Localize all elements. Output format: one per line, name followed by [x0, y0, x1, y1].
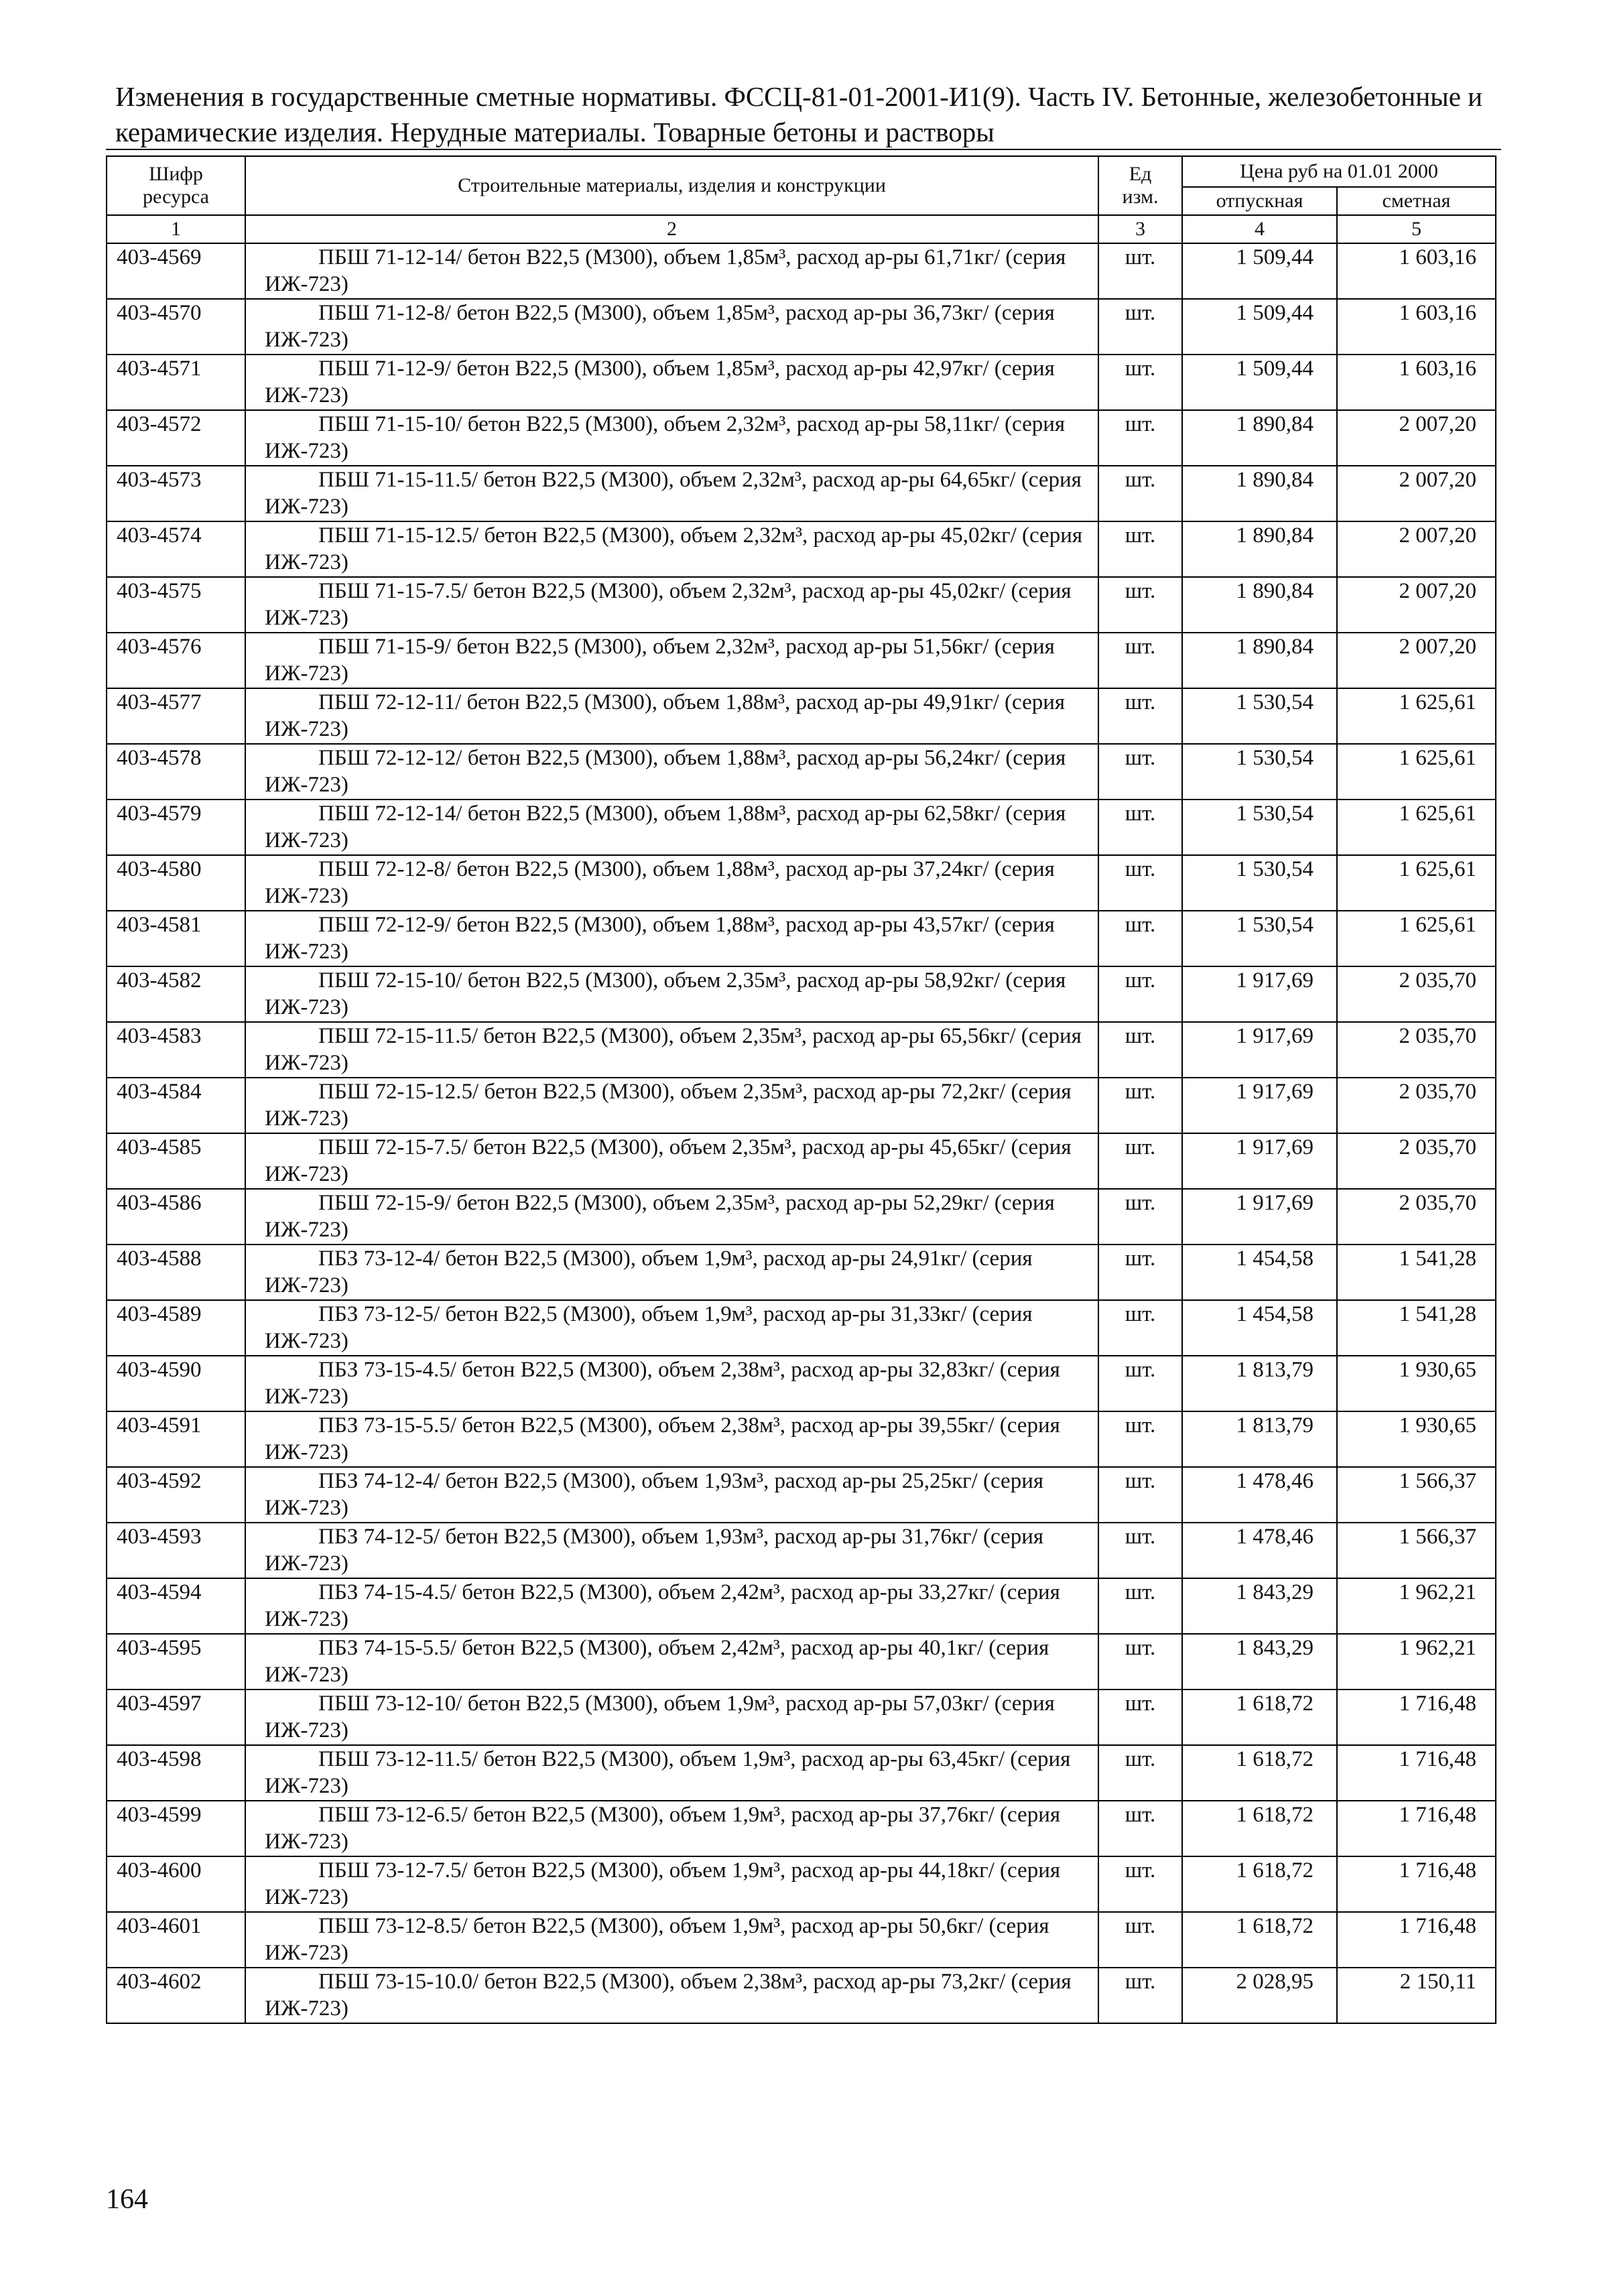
- table-row: [107, 1411, 1496, 1467]
- resource-code-cell: 403-4570: [107, 299, 245, 355]
- column-header-unit: [1098, 156, 1182, 215]
- unit-cell: шт.: [1098, 1801, 1182, 1856]
- unit-cell: шт.: [1098, 1856, 1182, 1912]
- table-row: [107, 1912, 1496, 1968]
- estimate-price-cell: 2 007,20: [1337, 577, 1496, 633]
- release-price-cell: 1 917,69: [1182, 966, 1337, 1022]
- unit-cell: шт.: [1098, 1411, 1182, 1467]
- column-index: 4: [1182, 215, 1337, 243]
- material-description-cell: ПБШ 71-15-9/ бетон В22,5 (М300), объем 2,32м³, расход ар-ры 51,56кг/ (серия ИЖ-723): [245, 633, 1098, 688]
- table-row: [107, 1300, 1496, 1356]
- resource-code-cell: 403-4574: [107, 521, 245, 577]
- unit-cell: шт.: [1098, 1245, 1182, 1300]
- table-row: [107, 1523, 1496, 1578]
- release-price-cell: 1 917,69: [1182, 1189, 1337, 1245]
- material-description-cell: ПБЗ 74-15-4.5/ бетон В22,5 (М300), объем 2,42м³, расход ар-ры 33,27кг/ (серия ИЖ-723): [245, 1578, 1098, 1634]
- estimate-price-cell: 1 625,61: [1337, 800, 1496, 855]
- estimate-price-cell: 2 150,11: [1337, 1968, 1496, 2023]
- table-row: [107, 688, 1496, 744]
- material-description-cell: ПБШ 72-12-9/ бетон В22,5 (М300), объем 1,88м³, расход ар-ры 43,57кг/ (серия ИЖ-723): [245, 911, 1098, 966]
- material-description-cell: ПБШ 71-15-11.5/ бетон В22,5 (М300), объем 2,32м³, расход ар-ры 64,65кг/ (серия ИЖ-723): [245, 466, 1098, 521]
- table-row: [107, 1022, 1496, 1078]
- unit-cell: шт.: [1098, 1634, 1182, 1689]
- material-description-cell: ПБШ 72-12-12/ бетон В22,5 (М300), объем 1,88м³, расход ар-ры 56,24кг/ (серия ИЖ-723): [245, 744, 1098, 800]
- estimate-price-cell: 1 566,37: [1337, 1467, 1496, 1523]
- table-row: [107, 911, 1496, 966]
- estimate-price-cell: 2 007,20: [1337, 633, 1496, 688]
- unit-cell: шт.: [1098, 1356, 1182, 1411]
- unit-cell: шт.: [1098, 1467, 1182, 1523]
- release-price-cell: 1 618,72: [1182, 1801, 1337, 1856]
- unit-cell: шт.: [1098, 355, 1182, 410]
- table-row: [107, 1245, 1496, 1300]
- unit-cell: шт.: [1098, 466, 1182, 521]
- material-description-cell: ПБЗ 74-15-5.5/ бетон В22,5 (М300), объем 2,42м³, расход ар-ры 40,1кг/ (серия ИЖ-723): [245, 1634, 1098, 1689]
- table-row: [107, 633, 1496, 688]
- column-header-release-price: отпускная: [1182, 187, 1337, 215]
- table-row: [107, 1578, 1496, 1634]
- material-description-cell: ПБШ 71-12-8/ бетон В22,5 (М300), объем 1,85м³, расход ар-ры 36,73кг/ (серия ИЖ-723): [245, 299, 1098, 355]
- release-price-cell: 1 890,84: [1182, 577, 1337, 633]
- unit-cell: шт.: [1098, 855, 1182, 911]
- release-price-cell: 1 890,84: [1182, 521, 1337, 577]
- release-price-cell: 1 530,54: [1182, 855, 1337, 911]
- table-row: [107, 577, 1496, 633]
- table-row: [107, 1968, 1496, 2023]
- release-price-cell: 1 509,44: [1182, 243, 1337, 299]
- release-price-cell: 1 509,44: [1182, 299, 1337, 355]
- unit-cell: шт.: [1098, 1189, 1182, 1245]
- material-description-cell: ПБШ 72-15-7.5/ бетон В22,5 (М300), объем 2,35м³, расход ар-ры 45,65кг/ (серия ИЖ-723): [245, 1133, 1098, 1189]
- resource-code-cell: 403-4580: [107, 855, 245, 911]
- column-index: 5: [1337, 215, 1496, 243]
- release-price-cell: 1 843,29: [1182, 1578, 1337, 1634]
- estimate-price-cell: 1 603,16: [1337, 355, 1496, 410]
- unit-cell: шт.: [1098, 1078, 1182, 1133]
- column-index: 3: [1098, 215, 1182, 243]
- resource-code-cell: 403-4589: [107, 1300, 245, 1356]
- column-index: 1: [107, 215, 245, 243]
- resource-code-cell: 403-4569: [107, 243, 245, 299]
- table-row: [107, 1356, 1496, 1411]
- resource-code-cell: 403-4593: [107, 1523, 245, 1578]
- unit-cell: шт.: [1098, 1022, 1182, 1078]
- table-row: [107, 855, 1496, 911]
- estimate-price-cell: 1 603,16: [1337, 243, 1496, 299]
- resource-code-cell: 403-4583: [107, 1022, 245, 1078]
- release-price-cell: 1 509,44: [1182, 355, 1337, 410]
- resource-code-cell: 403-4585: [107, 1133, 245, 1189]
- material-description-cell: ПБЗ 73-15-4.5/ бетон В22,5 (М300), объем 2,38м³, расход ар-ры 32,83кг/ (серия ИЖ-723): [245, 1356, 1098, 1411]
- estimate-price-cell: 2 007,20: [1337, 521, 1496, 577]
- column-header-price: Цена руб на 01.01 2000: [1182, 156, 1496, 187]
- release-price-cell: 1 917,69: [1182, 1022, 1337, 1078]
- table-row: [107, 1745, 1496, 1801]
- material-description-cell: ПБШ 73-15-10.0/ бетон В22,5 (М300), объем 2,38м³, расход ар-ры 73,2кг/ (серия ИЖ-723): [245, 1968, 1098, 2023]
- unit-cell: шт.: [1098, 1133, 1182, 1189]
- estimate-price-cell: 1 962,21: [1337, 1578, 1496, 1634]
- release-price-cell: 1 890,84: [1182, 466, 1337, 521]
- resource-code-cell: 403-4571: [107, 355, 245, 410]
- material-description-cell: ПБШ 73-12-11.5/ бетон В22,5 (М300), объем 1,9м³, расход ар-ры 63,45кг/ (серия ИЖ-723): [245, 1745, 1098, 1801]
- estimate-price-cell: 2 007,20: [1337, 466, 1496, 521]
- table-row: [107, 744, 1496, 800]
- resource-code-cell: 403-4575: [107, 577, 245, 633]
- material-description-cell: ПБШ 71-12-14/ бетон В22,5 (М300), объем 1,85м³, расход ар-ры 61,71кг/ (серия ИЖ-723): [245, 243, 1098, 299]
- release-price-cell: 1 618,72: [1182, 1689, 1337, 1745]
- material-description-cell: ПБШ 73-12-6.5/ бетон В22,5 (М300), объем 1,9м³, расход ар-ры 37,76кг/ (серия ИЖ-723): [245, 1801, 1098, 1856]
- header-line-1: Изменения в государственные сметные нормативы. ФССЦ-81-01-2001-И1(9). Часть IV. Бетонные, железобетонные и: [115, 81, 1483, 112]
- material-description-cell: ПБШ 71-15-12.5/ бетон В22,5 (М300), объем 2,32м³, расход ар-ры 45,02кг/ (серия ИЖ-723): [245, 521, 1098, 577]
- estimate-price-cell: 1 930,65: [1337, 1411, 1496, 1467]
- column-header-unit-line2: изм.: [1122, 186, 1159, 208]
- resource-code-cell: 403-4588: [107, 1245, 245, 1300]
- material-description-cell: ПБЗ 73-12-5/ бетон В22,5 (М300), объем 1,9м³, расход ар-ры 31,33кг/ (серия ИЖ-723): [245, 1300, 1098, 1356]
- price-table: [106, 155, 1496, 2024]
- material-description-cell: ПБШ 73-12-8.5/ бетон В22,5 (М300), объем 1,9м³, расход ар-ры 50,6кг/ (серия ИЖ-723): [245, 1912, 1098, 1968]
- table-row: [107, 1634, 1496, 1689]
- estimate-price-cell: 2 035,70: [1337, 1189, 1496, 1245]
- unit-cell: шт.: [1098, 800, 1182, 855]
- unit-cell: шт.: [1098, 744, 1182, 800]
- column-header-unit-line1: Ед: [1129, 163, 1152, 185]
- release-price-cell: 1 917,69: [1182, 1133, 1337, 1189]
- resource-code-cell: 403-4576: [107, 633, 245, 688]
- release-price-cell: 1 618,72: [1182, 1745, 1337, 1801]
- unit-cell: шт.: [1098, 243, 1182, 299]
- header-rule: [106, 149, 1501, 150]
- estimate-price-cell: 1 716,48: [1337, 1689, 1496, 1745]
- material-description-cell: ПБЗ 74-12-4/ бетон В22,5 (М300), объем 1,93м³, расход ар-ры 25,25кг/ (серия ИЖ-723): [245, 1467, 1098, 1523]
- estimate-price-cell: 1 625,61: [1337, 688, 1496, 744]
- resource-code-cell: 403-4578: [107, 744, 245, 800]
- resource-code-cell: 403-4581: [107, 911, 245, 966]
- column-header-materials: Строительные материалы, изделия и конструкции: [245, 156, 1098, 215]
- unit-cell: шт.: [1098, 688, 1182, 744]
- table-row: [107, 966, 1496, 1022]
- material-description-cell: ПБШ 72-15-10/ бетон В22,5 (М300), объем 2,35м³, расход ар-ры 58,92кг/ (серия ИЖ-723): [245, 966, 1098, 1022]
- resource-code-cell: 403-4577: [107, 688, 245, 744]
- table-row: [107, 1133, 1496, 1189]
- estimate-price-cell: 1 603,16: [1337, 299, 1496, 355]
- resource-code-cell: 403-4598: [107, 1745, 245, 1801]
- resource-code-cell: 403-4600: [107, 1856, 245, 1912]
- column-header-code-line1: Шифр: [149, 163, 203, 185]
- estimate-price-cell: 1 541,28: [1337, 1300, 1496, 1356]
- estimate-price-cell: 1 716,48: [1337, 1856, 1496, 1912]
- release-price-cell: 1 530,54: [1182, 911, 1337, 966]
- unit-cell: шт.: [1098, 1523, 1182, 1578]
- resource-code-cell: 403-4602: [107, 1968, 245, 2023]
- estimate-price-cell: 1 716,48: [1337, 1745, 1496, 1801]
- estimate-price-cell: 1 625,61: [1337, 911, 1496, 966]
- unit-cell: шт.: [1098, 577, 1182, 633]
- document-header: [115, 79, 1489, 150]
- estimate-price-cell: 1 541,28: [1337, 1245, 1496, 1300]
- release-price-cell: 1 813,79: [1182, 1411, 1337, 1467]
- header-line-2: керамические изделия. Нерудные материалы. Товарные бетоны и растворы: [115, 117, 995, 147]
- release-price-cell: 1 530,54: [1182, 800, 1337, 855]
- resource-code-cell: 403-4595: [107, 1634, 245, 1689]
- estimate-price-cell: 2 035,70: [1337, 1078, 1496, 1133]
- resource-code-cell: 403-4579: [107, 800, 245, 855]
- material-description-cell: ПБШ 72-15-12.5/ бетон В22,5 (М300), объем 2,35м³, расход ар-ры 72,2кг/ (серия ИЖ-723): [245, 1078, 1098, 1133]
- material-description-cell: ПБШ 72-15-9/ бетон В22,5 (М300), объем 2,35м³, расход ар-ры 52,29кг/ (серия ИЖ-723): [245, 1189, 1098, 1245]
- unit-cell: шт.: [1098, 1300, 1182, 1356]
- release-price-cell: 1 890,84: [1182, 410, 1337, 466]
- table-row: [107, 355, 1496, 410]
- material-description-cell: ПБЗ 74-12-5/ бетон В22,5 (М300), объем 1,93м³, расход ар-ры 31,76кг/ (серия ИЖ-723): [245, 1523, 1098, 1578]
- unit-cell: шт.: [1098, 1578, 1182, 1634]
- material-description-cell: ПБЗ 73-12-4/ бетон В22,5 (М300), объем 1,9м³, расход ар-ры 24,91кг/ (серия ИЖ-723): [245, 1245, 1098, 1300]
- resource-code-cell: 403-4584: [107, 1078, 245, 1133]
- table-row: [107, 1689, 1496, 1745]
- page-number: 164: [106, 2184, 148, 2215]
- column-header-code: [107, 156, 245, 215]
- unit-cell: шт.: [1098, 911, 1182, 966]
- table-row: [107, 243, 1496, 299]
- unit-cell: шт.: [1098, 633, 1182, 688]
- unit-cell: шт.: [1098, 966, 1182, 1022]
- release-price-cell: 1 843,29: [1182, 1634, 1337, 1689]
- unit-cell: шт.: [1098, 1689, 1182, 1745]
- unit-cell: шт.: [1098, 299, 1182, 355]
- unit-cell: шт.: [1098, 1745, 1182, 1801]
- release-price-cell: 1 478,46: [1182, 1467, 1337, 1523]
- release-price-cell: 1 454,58: [1182, 1245, 1337, 1300]
- resource-code-cell: 403-4599: [107, 1801, 245, 1856]
- table-row: [107, 1189, 1496, 1245]
- estimate-price-cell: 1 962,21: [1337, 1634, 1496, 1689]
- material-description-cell: ПБШ 71-15-10/ бетон В22,5 (М300), объем 2,32м³, расход ар-ры 58,11кг/ (серия ИЖ-723): [245, 410, 1098, 466]
- material-description-cell: ПБШ 73-12-7.5/ бетон В22,5 (М300), объем 1,9м³, расход ар-ры 44,18кг/ (серия ИЖ-723): [245, 1856, 1098, 1912]
- unit-cell: шт.: [1098, 1912, 1182, 1968]
- estimate-price-cell: 1 716,48: [1337, 1801, 1496, 1856]
- resource-code-cell: 403-4572: [107, 410, 245, 466]
- unit-cell: шт.: [1098, 1968, 1182, 2023]
- material-description-cell: ПБШ 71-12-9/ бетон В22,5 (М300), объем 1,85м³, расход ар-ры 42,97кг/ (серия ИЖ-723): [245, 355, 1098, 410]
- estimate-price-cell: 2 035,70: [1337, 966, 1496, 1022]
- material-description-cell: ПБШ 72-12-8/ бетон В22,5 (М300), объем 1,88м³, расход ар-ры 37,24кг/ (серия ИЖ-723): [245, 855, 1098, 911]
- release-price-cell: 1 530,54: [1182, 688, 1337, 744]
- column-header-code-line2: ресурса: [143, 186, 209, 208]
- release-price-cell: 1 813,79: [1182, 1356, 1337, 1411]
- release-price-cell: 2 028,95: [1182, 1968, 1337, 2023]
- release-price-cell: 1 618,72: [1182, 1912, 1337, 1968]
- column-header-estimate-price: сметная: [1337, 187, 1496, 215]
- unit-cell: шт.: [1098, 410, 1182, 466]
- table-row: [107, 800, 1496, 855]
- table-row: [107, 521, 1496, 577]
- estimate-price-cell: 2 035,70: [1337, 1022, 1496, 1078]
- table-row: [107, 1801, 1496, 1856]
- release-price-cell: 1 478,46: [1182, 1523, 1337, 1578]
- resource-code-cell: 403-4590: [107, 1356, 245, 1411]
- estimate-price-cell: 2 035,70: [1337, 1133, 1496, 1189]
- resource-code-cell: 403-4591: [107, 1411, 245, 1467]
- estimate-price-cell: 2 007,20: [1337, 410, 1496, 466]
- estimate-price-cell: 1 566,37: [1337, 1523, 1496, 1578]
- estimate-price-cell: 1 625,61: [1337, 744, 1496, 800]
- estimate-price-cell: 1 930,65: [1337, 1356, 1496, 1411]
- resource-code-cell: 403-4586: [107, 1189, 245, 1245]
- resource-code-cell: 403-4594: [107, 1578, 245, 1634]
- table-row: [107, 466, 1496, 521]
- material-description-cell: ПБШ 72-12-11/ бетон В22,5 (М300), объем 1,88м³, расход ар-ры 49,91кг/ (серия ИЖ-723): [245, 688, 1098, 744]
- column-index: 2: [245, 215, 1098, 243]
- table-row: [107, 299, 1496, 355]
- release-price-cell: 1 530,54: [1182, 744, 1337, 800]
- table-row: [107, 1467, 1496, 1523]
- unit-cell: шт.: [1098, 521, 1182, 577]
- material-description-cell: ПБЗ 73-15-5.5/ бетон В22,5 (М300), объем 2,38м³, расход ар-ры 39,55кг/ (серия ИЖ-723): [245, 1411, 1098, 1467]
- material-description-cell: ПБШ 72-12-14/ бетон В22,5 (М300), объем 1,88м³, расход ар-ры 62,58кг/ (серия ИЖ-723): [245, 800, 1098, 855]
- release-price-cell: 1 454,58: [1182, 1300, 1337, 1356]
- material-description-cell: ПБШ 73-12-10/ бетон В22,5 (М300), объем 1,9м³, расход ар-ры 57,03кг/ (серия ИЖ-723): [245, 1689, 1098, 1745]
- resource-code-cell: 403-4582: [107, 966, 245, 1022]
- resource-code-cell: 403-4601: [107, 1912, 245, 1968]
- material-description-cell: ПБШ 71-15-7.5/ бетон В22,5 (М300), объем 2,32м³, расход ар-ры 45,02кг/ (серия ИЖ-723): [245, 577, 1098, 633]
- release-price-cell: 1 618,72: [1182, 1856, 1337, 1912]
- material-description-cell: ПБШ 72-15-11.5/ бетон В22,5 (М300), объем 2,35м³, расход ар-ры 65,56кг/ (серия ИЖ-723): [245, 1022, 1098, 1078]
- table-row: [107, 1078, 1496, 1133]
- estimate-price-cell: 1 716,48: [1337, 1912, 1496, 1968]
- table-row: [107, 1856, 1496, 1912]
- release-price-cell: 1 890,84: [1182, 633, 1337, 688]
- resource-code-cell: 403-4573: [107, 466, 245, 521]
- column-index-row: [107, 215, 1496, 243]
- estimate-price-cell: 1 625,61: [1337, 855, 1496, 911]
- table-body: [107, 243, 1496, 2023]
- table-row: [107, 410, 1496, 466]
- resource-code-cell: 403-4592: [107, 1467, 245, 1523]
- resource-code-cell: 403-4597: [107, 1689, 245, 1745]
- release-price-cell: 1 917,69: [1182, 1078, 1337, 1133]
